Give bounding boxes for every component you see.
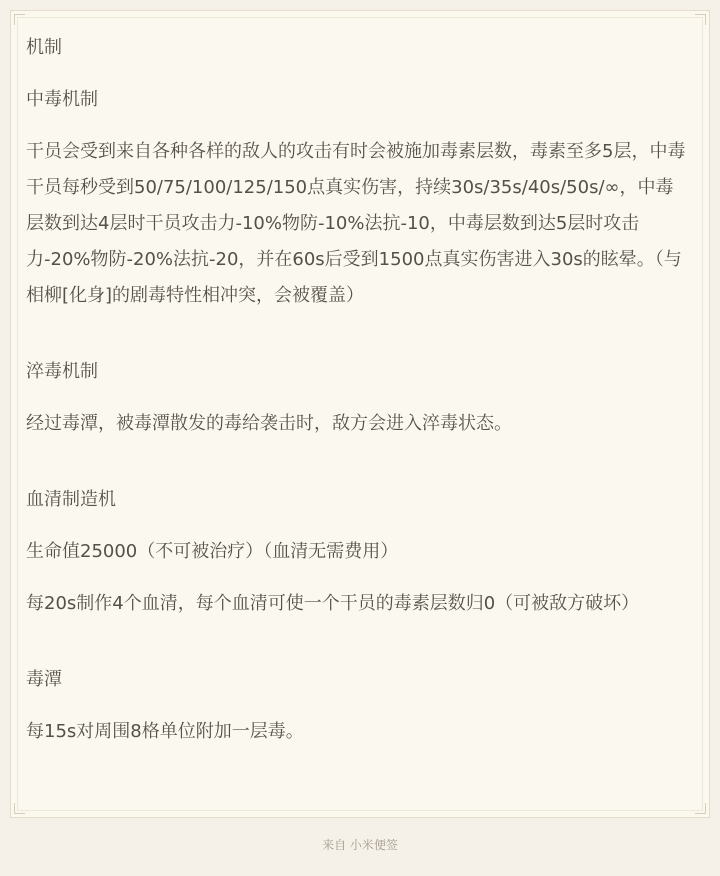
note-content xyxy=(26,30,686,750)
corner-ornament xyxy=(695,803,706,814)
serum-machine-effect: 每20s制作4个血清，每个血清可使一个干员的毒素层数归0（可被敌方破坏） xyxy=(26,593,640,614)
section-body-poison-pool: 每15s对周围8格单位附加一层毒。 xyxy=(26,721,304,742)
section-heading-poison-pool: 毒潭 xyxy=(26,669,62,690)
corner-ornament xyxy=(14,803,25,814)
section-heading-poison: 中毒机制 xyxy=(26,89,98,110)
section-heading-quench-poison: 淬毒机制 xyxy=(26,361,98,382)
footer-source: 来自 小米便签 xyxy=(322,838,398,852)
note-title: 机制 xyxy=(26,37,62,58)
serum-machine-hp: 生命值25000（不可被治疗）（血清无需费用） xyxy=(26,541,399,562)
corner-ornament xyxy=(695,14,706,25)
corner-ornament xyxy=(14,14,25,25)
section-body-quench-poison: 经过毒潭，被毒潭散发的毒给袭击时，敌方会进入淬毒状态。 xyxy=(26,413,512,434)
section-heading-serum-machine: 血清制造机 xyxy=(26,489,116,510)
section-body-poison: 干员会受到来自各种各样的敌人的攻击有时会被施加毒素层数，毒素至多5层，中毒干员每秒受到50/75/100/125/150点真实伤害，持续30s/35s/40s/50s/∞，中毒层数到达4层时干员攻击力-10%物防-10%法抗-10，中毒层数到达5层时攻击力-20%物防-20%法抗-20，并在60s后受到1500点真实伤害进入30s的眩晕。（与相柳[化身]的剧毒特性相冲突，会被覆盖） xyxy=(26,141,686,306)
